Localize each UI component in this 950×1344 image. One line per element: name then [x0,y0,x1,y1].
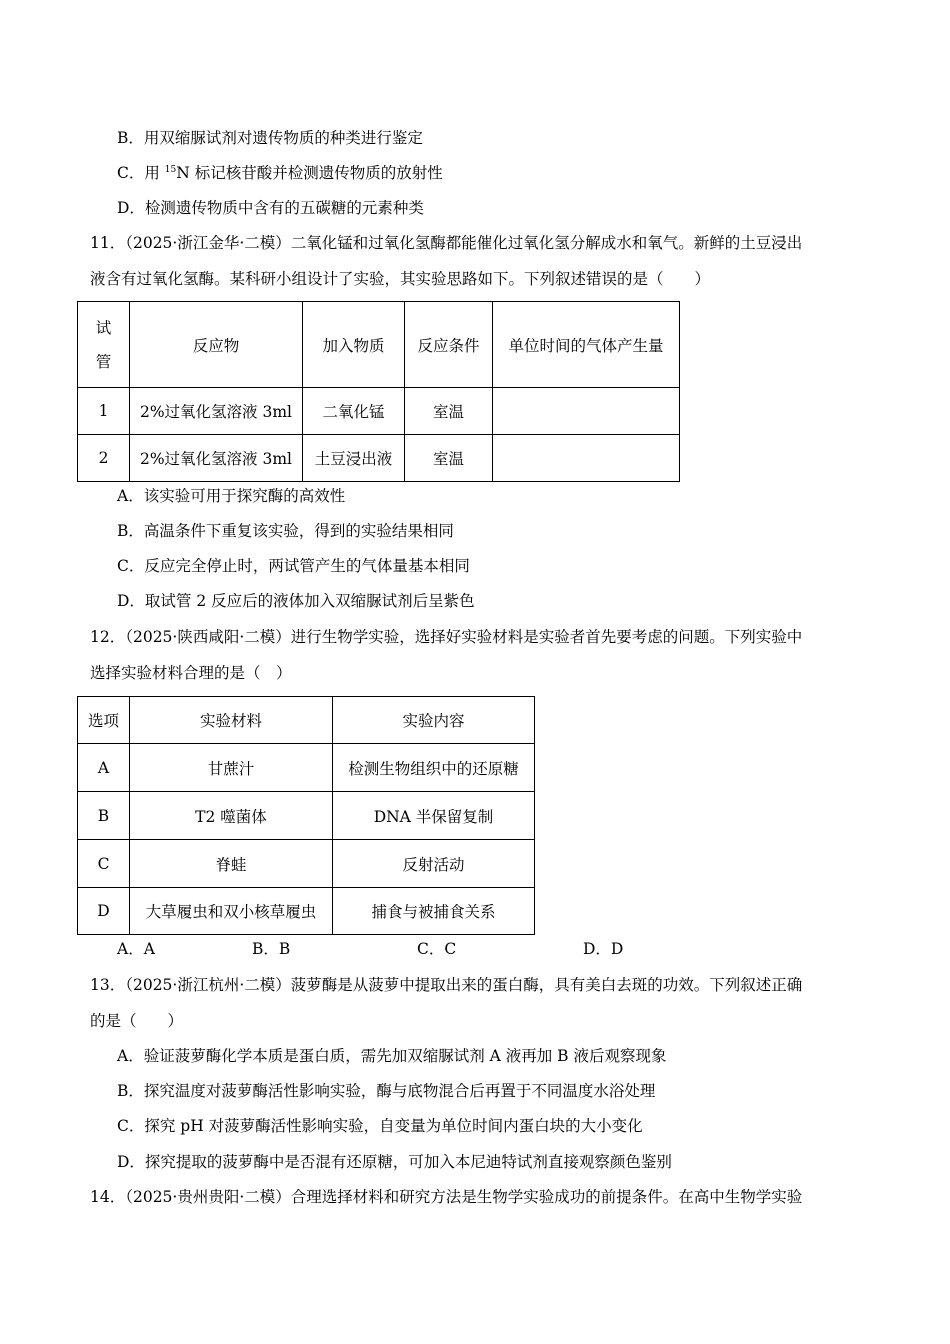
header-tube-char2: 管 [95,352,112,371]
option-c [117,162,443,184]
table-row [78,744,535,792]
table-cell: 2%过氧化氢溶液 3ml [130,388,303,435]
q13-option-d: D．探究提取的菠萝酶中是否混有还原糖，可加入本尼迪特试剂直接观察颜色鉴别 [117,1153,672,1171]
table-cell: 捕食与被捕食关系 [333,888,535,935]
header-cell-condition: 反应条件 [405,302,493,388]
q13-option-b: B．探究温度对菠萝酶活性影响实验，酶与底物混合后再置于不同温度水浴处理 [117,1082,656,1100]
table-cell: 室温 [405,435,493,482]
table-cell: 1 [78,388,130,435]
table-cell: B [78,792,130,840]
header-tube-char1: 试 [95,318,112,337]
table-header-row [78,302,680,388]
q11-option-b: B．高温条件下重复该实验，得到的实验结果相同 [117,522,454,540]
table-cell: C [78,840,130,888]
q12-stem-line2: 选择实验材料合理的是（ ） [90,664,292,682]
q14-stem-line1: 14．（2025·贵州贵阳·二模）合理选择材料和研究方法是生物学实验成功的前提条件。在高中生物学实验 [90,1188,803,1206]
isotope-superscript: 15 [164,165,177,175]
header-cell-option: 选项 [78,697,130,744]
table-cell: 大草履虫和双小核草履虫 [130,888,333,935]
q12-option-c: C．C [417,940,457,958]
table-header-row [78,697,535,744]
q11-option-d: D．取试管 2 反应后的液体加入双缩脲试剂后呈紫色 [117,592,475,610]
table-row [78,888,535,935]
table-cell: 甘蔗汁 [130,744,333,792]
q11-table [77,301,680,482]
table-cell: D [78,888,130,935]
q13-option-a: A．验证菠萝酶化学本质是蛋白质，需先加双缩脲试剂 A 液再加 B 液后观察现象 [117,1047,667,1065]
table-cell: 土豆浸出液 [303,435,405,482]
header-cell-material: 实验材料 [130,697,333,744]
q11-stem-line1: 11．（2025·浙江金华·二模）二氧化锰和过氧化氢酶都能催化过氧化氢分解成水和氧气。新鲜的土豆浸出 [90,234,803,252]
table-cell: T2 噬菌体 [130,792,333,840]
option-d: D．检测遗传物质中含有的五碳糖的元素种类 [117,199,424,217]
option-c-suffix: N 标记核苷酸并检测遗传物质的放射性 [176,164,443,182]
table-cell [493,435,680,482]
table-row [78,792,535,840]
q13-option-c: C．探究 pH 对菠萝酶活性影响实验，自变量为单位时间内蛋白块的大小变化 [117,1117,643,1135]
q12-option-d: D．D [583,940,624,958]
table-cell: 反射活动 [333,840,535,888]
header-cell-content: 实验内容 [333,697,535,744]
q11-option-c: C．反应完全停止时，两试管产生的气体量基本相同 [117,557,470,575]
q12-stem-line1: 12．（2025·陕西咸阳·二模）进行生物学实验，选择好实验材料是实验者首先要考虑的问题。下列实验中 [90,628,803,646]
q12-table [77,696,535,935]
table-cell: DNA 半保留复制 [333,792,535,840]
q13-stem-line2: 的是（ ） [90,1012,184,1030]
table-cell: 室温 [405,388,493,435]
q12-option-a: A．A [117,940,155,958]
table-cell: 2%过氧化氢溶液 3ml [130,435,303,482]
table-row [78,840,535,888]
option-b: B．用双缩脲试剂对遗传物质的种类进行鉴定 [117,129,423,147]
header-cell-tube [78,302,130,388]
q12-option-b: B．B [252,940,291,958]
table-cell: A [78,744,130,792]
q11-stem-line2: 液含有过氧化氢酶。某科研小组设计了实验，其实验思路如下。下列叙述错误的是（ ） [90,270,711,288]
table-cell: 脊蛙 [130,840,333,888]
q13-stem-line1: 13．（2025·浙江杭州·二模）菠萝酶是从菠萝中提取出来的蛋白酶，具有美白去斑的功效。下列叙述正确 [90,976,803,994]
q11-option-a: A．该实验可用于探究酶的高效性 [117,487,346,505]
option-c-prefix: C．用 [117,164,165,182]
header-cell-reactant: 反应物 [130,302,303,388]
table-cell [493,388,680,435]
table-cell: 二氧化锰 [303,388,405,435]
table-row [78,435,680,482]
table-cell: 2 [78,435,130,482]
header-cell-added: 加入物质 [303,302,405,388]
header-cell-gas: 单位时间的气体产生量 [493,302,680,388]
table-row [78,388,680,435]
table-cell: 检测生物组织中的还原糖 [333,744,535,792]
